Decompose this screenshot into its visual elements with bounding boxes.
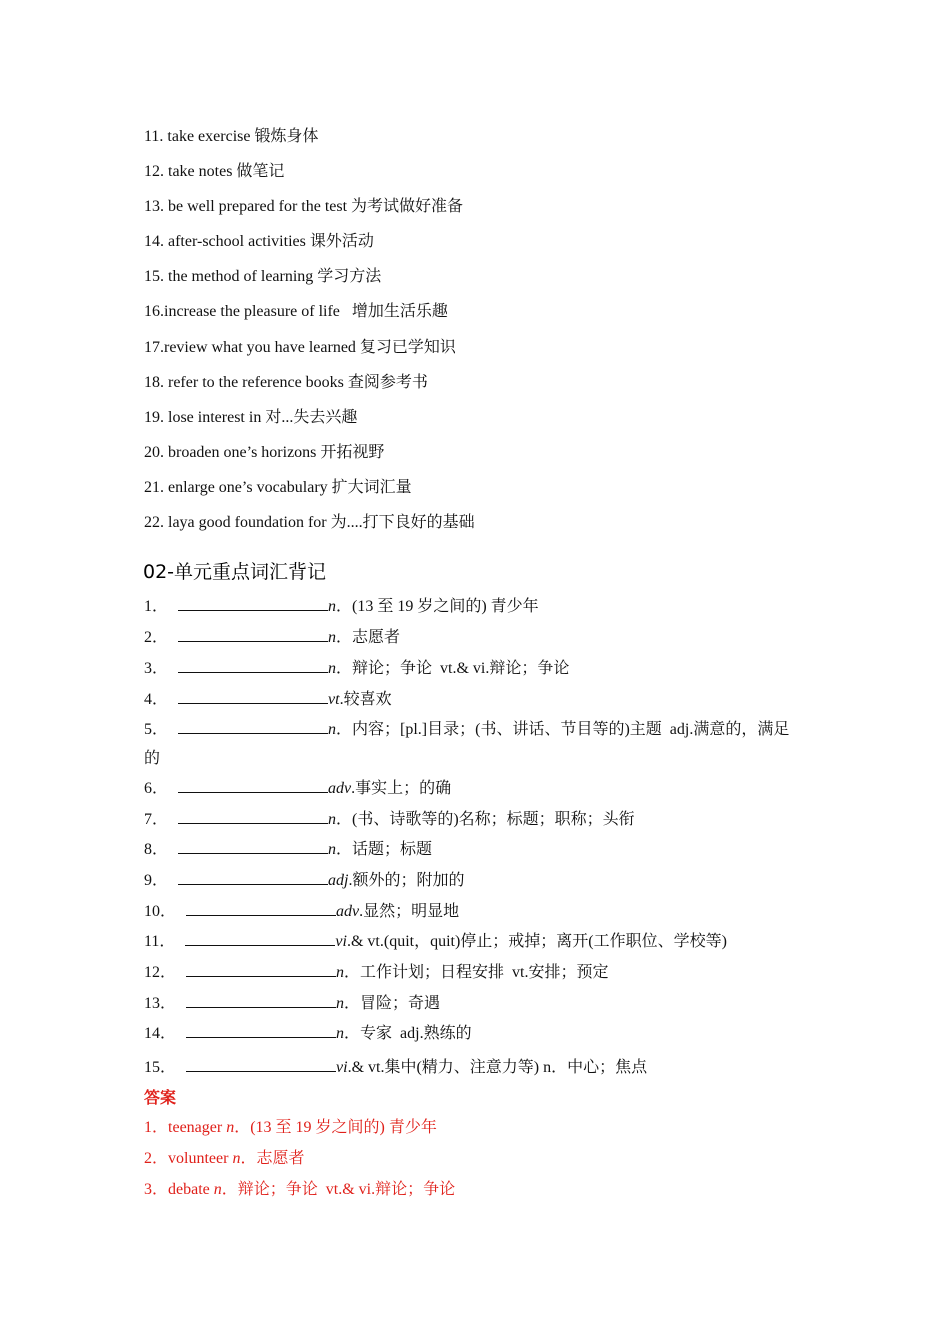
answer-pos: n [226, 1119, 235, 1136]
vocab-number: 11． [144, 933, 176, 950]
vocab-number: 5． [144, 721, 169, 738]
answer-definition: ．志愿者 [240, 1150, 305, 1167]
vocab-row [144, 1057, 647, 1078]
phrase-12: 12. take notes 做笔记 [144, 163, 285, 180]
answer-row [144, 1180, 455, 1200]
vocab-row [144, 839, 432, 860]
answers-title: 答案 [144, 1090, 177, 1107]
vocab-row [144, 809, 635, 830]
vocab-row [144, 689, 392, 710]
vocab-number: 3． [144, 660, 169, 677]
vocab-row [144, 962, 608, 983]
vocab-definition: .& vt.集中(精力、注意力等) n．中心；焦点 [347, 1059, 648, 1076]
vocab-row [144, 993, 440, 1014]
vocab-pos: n [328, 598, 337, 615]
answer-blank[interactable] [178, 627, 328, 642]
vocab-pos: adj [328, 872, 349, 889]
phrase-19: 19. lose interest in 对...失去兴趣 [144, 409, 358, 426]
vocab-definition: ．话题；标题 [336, 841, 433, 858]
vocab-number: 2． [144, 629, 169, 646]
vocab-definition: ．专家 adj.熟练的 [344, 1025, 472, 1042]
vocab-pos: vt [328, 691, 340, 708]
answer-blank[interactable] [178, 596, 328, 611]
vocab-pos: n [328, 629, 337, 646]
answer-word: volunteer [168, 1150, 229, 1167]
vocab-pos: adv [336, 903, 360, 920]
vocab-definition: ．工作计划；日程安排 vt.安排；预定 [344, 964, 609, 981]
vocab-row [144, 658, 569, 679]
vocab-number: 1． [144, 598, 169, 615]
vocab-pos: vi [335, 933, 347, 950]
vocab-row [144, 719, 789, 740]
answer-definition: ．辩论；争论 vt.& vi.辩论；争论 [221, 1181, 456, 1198]
phrase-13: 13. be well prepared for the test 为考试做好准备 [144, 198, 464, 215]
phrase-22: 22. laya good foundation for 为....打下良好的基础 [144, 514, 475, 531]
phrase-16: 16.increase the pleasure of life 增加生活乐趣 [144, 303, 448, 320]
vocab-number: 4． [144, 691, 169, 708]
vocab-number: 7． [144, 811, 169, 828]
vocab-definition: .事实上；的确 [351, 780, 452, 797]
answer-blank[interactable] [178, 809, 328, 824]
answer-blank[interactable] [178, 870, 328, 885]
vocab-number: 15． [144, 1059, 177, 1076]
vocab-5-continuation: 的 [144, 750, 161, 767]
phrase-18: 18. refer to the reference books 查阅参考书 [144, 374, 428, 391]
vocab-row [144, 627, 400, 648]
vocab-definition: ．冒险；奇遇 [344, 995, 441, 1012]
phrase-11: 11. take exercise 锻炼身体 [144, 128, 319, 145]
vocab-definition: .显然；明显地 [359, 903, 460, 920]
answer-blank[interactable] [178, 689, 328, 704]
vocab-pos: n [336, 1025, 345, 1042]
vocab-definition: ．内容；[pl.]目录；(书、讲话、节目等的)主题 adj.满意的，满足 [336, 721, 790, 738]
vocab-row [144, 1023, 472, 1044]
answer-pos: n [232, 1150, 241, 1167]
vocab-pos: n [336, 995, 345, 1012]
vocab-number: 9． [144, 872, 169, 889]
vocab-pos: n [336, 964, 345, 981]
answer-blank[interactable] [186, 1023, 336, 1038]
answer-blank[interactable] [178, 839, 328, 854]
vocab-definition: ．(书、诗歌等的)名称；标题；职称；头衔 [336, 811, 635, 828]
answer-blank[interactable] [178, 658, 328, 673]
vocab-number: 14． [144, 1025, 177, 1042]
answer-blank[interactable] [178, 719, 328, 734]
vocab-pos: n [328, 811, 337, 828]
section-heading: 02-单元重点词汇背记 [143, 561, 327, 583]
phrase-21: 21. enlarge one’s vocabulary 扩大词汇量 [144, 479, 412, 496]
answer-blank[interactable] [186, 1057, 336, 1072]
vocab-pos: vi [336, 1059, 348, 1076]
phrase-14: 14. after-school activities 课外活动 [144, 233, 374, 250]
vocab-number: 6． [144, 780, 169, 797]
vocab-number: 12． [144, 964, 177, 981]
answer-number: 1． [144, 1119, 169, 1136]
answer-blank[interactable] [186, 901, 336, 916]
vocab-number: 13． [144, 995, 177, 1012]
vocab-row [144, 870, 464, 891]
phrase-15: 15. the method of learning 学习方法 [144, 268, 382, 285]
answer-word: teenager [168, 1119, 223, 1136]
phrase-17: 17.review what you have learned 复习已学知识 [144, 339, 456, 356]
answer-number: 3． [144, 1181, 169, 1198]
vocab-definition: ．志愿者 [336, 629, 401, 646]
vocab-row [144, 596, 539, 617]
answer-number: 2． [144, 1150, 169, 1167]
answer-row [144, 1149, 304, 1169]
vocab-pos: n [328, 841, 337, 858]
vocab-definition: ．(13 至 19 岁之间的) 青少年 [336, 598, 539, 615]
vocab-definition: .& vt.(quit，quit)停止；戒掉；离开(工作职位、学校等) [346, 933, 727, 950]
answer-row [144, 1118, 437, 1138]
answer-definition: ．(13 至 19 岁之间的) 青少年 [234, 1119, 437, 1136]
answer-blank[interactable] [185, 931, 335, 946]
answer-blank[interactable] [186, 962, 336, 977]
vocab-row [144, 901, 459, 922]
vocab-pos: n [328, 721, 337, 738]
vocab-pos: adv [328, 780, 352, 797]
vocab-definition: .额外的；附加的 [348, 872, 465, 889]
vocab-row [144, 931, 727, 952]
vocab-pos: n [328, 660, 337, 677]
phrase-20: 20. broaden one’s horizons 开拓视野 [144, 444, 385, 461]
vocab-number: 10． [144, 903, 177, 920]
vocab-row [144, 778, 451, 799]
vocab-definition: .较喜欢 [339, 691, 392, 708]
answer-pos: n [213, 1181, 222, 1198]
answer-blank[interactable] [178, 778, 328, 793]
vocab-number: 8． [144, 841, 169, 858]
answer-blank[interactable] [186, 993, 336, 1008]
answer-word: debate [168, 1181, 210, 1198]
vocab-definition: ．辩论；争论 vt.& vi.辩论；争论 [336, 660, 570, 677]
